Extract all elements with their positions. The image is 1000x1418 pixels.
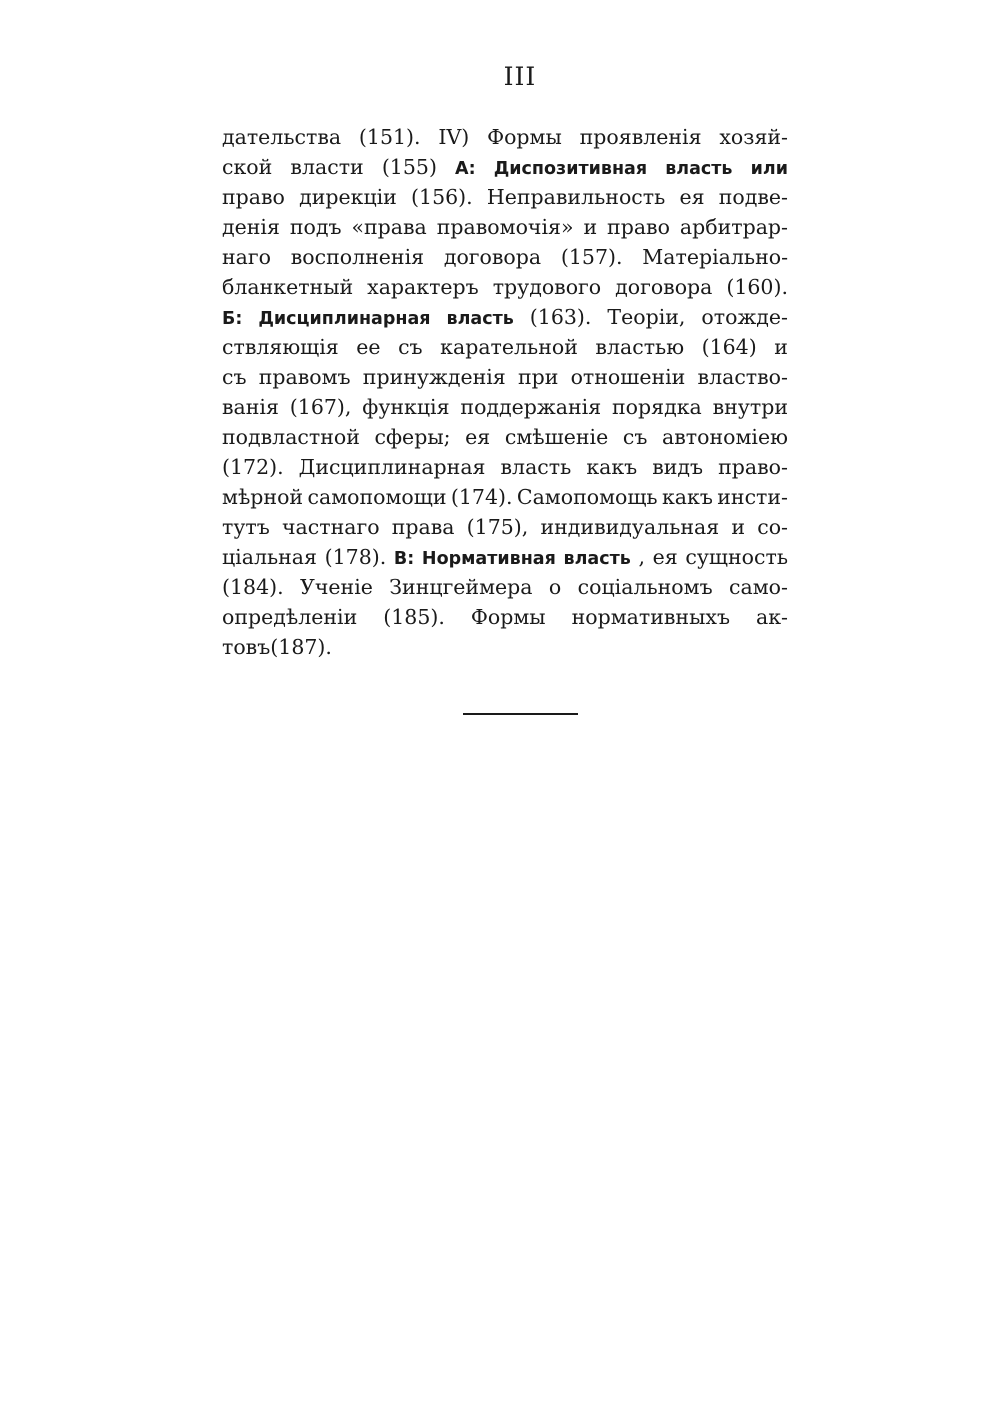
text-word: Зинцгеймера	[389, 575, 533, 599]
text-word: подве-	[718, 185, 788, 209]
text-word: характеръ	[367, 275, 479, 299]
text-word: ея	[652, 545, 678, 569]
text-word: какъ	[661, 485, 713, 509]
text-word: Ученіе	[300, 575, 373, 599]
text-line	[222, 452, 788, 482]
text-word: (184).	[222, 575, 284, 599]
text-word: ціальная	[222, 545, 317, 569]
table-of-contents-text	[222, 122, 788, 662]
section-heading-word: В:	[393, 549, 415, 569]
text-word: Формы	[487, 125, 562, 149]
section-heading-word: Дисциплинарная	[258, 309, 431, 329]
text-word: наго	[222, 245, 271, 269]
text-line	[222, 242, 788, 272]
text-word: договора	[615, 275, 713, 299]
section-heading-word: или	[750, 159, 788, 179]
text-word: соціальномъ	[577, 575, 713, 599]
text-word: и	[731, 515, 746, 539]
text-word: индивидуальная	[540, 515, 720, 539]
text-word: принужденія	[362, 365, 506, 389]
text-word: карательной	[440, 335, 578, 359]
text-word: (151).	[358, 125, 421, 149]
text-word: Теоріи,	[607, 305, 686, 329]
text-word: (167),	[289, 395, 352, 419]
text-word: мѣрной	[222, 485, 304, 509]
text-line	[222, 602, 788, 632]
text-line	[222, 302, 788, 332]
text-word: восполненія	[290, 245, 425, 269]
text-word: (175),	[466, 515, 529, 539]
text-word: правомъ	[258, 365, 351, 389]
text-word: хозяй-	[719, 125, 788, 149]
text-word: и	[774, 335, 788, 359]
text-word: видъ	[652, 455, 704, 479]
text-line	[222, 362, 788, 392]
text-word: власти	[290, 155, 364, 179]
text-word: порядка	[612, 395, 702, 419]
text-word: инсти-	[717, 485, 788, 509]
text-word: ея	[465, 425, 491, 449]
section-heading-word: Нормативная	[421, 549, 556, 569]
text-line	[222, 572, 788, 602]
text-word: отношеніи	[570, 365, 686, 389]
text-word: ской	[222, 155, 273, 179]
page-number: III	[503, 62, 537, 91]
text-word: сферы;	[374, 425, 451, 449]
text-word: (178).	[324, 545, 387, 569]
text-word: право	[222, 185, 285, 209]
text-word: Матеріально-	[642, 245, 788, 269]
text-word: дательства	[222, 125, 342, 149]
text-word: функція	[362, 395, 450, 419]
text-word: и	[583, 215, 598, 239]
text-word: съ	[622, 425, 648, 449]
text-word: какъ	[586, 455, 638, 479]
text-word: дирекціи	[299, 185, 397, 209]
text-word: бланкетный	[222, 275, 354, 299]
text-line	[222, 182, 788, 212]
text-word: денія	[222, 215, 280, 239]
section-heading-word: Б:	[222, 309, 243, 329]
text-line	[222, 632, 788, 662]
text-word: Неправильность	[486, 185, 666, 209]
text-word: само-	[729, 575, 788, 599]
text-word: IV)	[438, 125, 470, 149]
text-line	[222, 272, 788, 302]
text-line	[222, 212, 788, 242]
text-word: (163).	[529, 305, 592, 329]
text-word: (155)	[381, 155, 437, 179]
section-heading-word: А:	[455, 159, 476, 179]
text-word: право	[607, 215, 670, 239]
text-word: (172).	[222, 455, 284, 479]
text-word: ея	[679, 185, 705, 209]
text-word: ванія	[222, 395, 279, 419]
text-word: внутри	[712, 395, 788, 419]
text-word: ак-	[756, 605, 788, 629]
text-word: ,	[638, 545, 645, 569]
text-word: Дисциплинарная	[298, 455, 486, 479]
section-heading-word: Диспозитивная	[493, 159, 648, 179]
text-word: проявленія	[579, 125, 702, 149]
text-word: поддержанія	[460, 395, 602, 419]
text-word: (160).	[726, 275, 788, 299]
text-word: Самопомощь	[516, 485, 658, 509]
text-word: о	[548, 575, 562, 599]
text-line	[222, 422, 788, 452]
section-heading-word: власть	[563, 549, 631, 569]
text-word: отожде-	[701, 305, 788, 329]
text-word: частнаго	[281, 515, 380, 539]
text-word: власть	[500, 455, 572, 479]
text-line	[222, 482, 788, 512]
text-line	[222, 512, 788, 542]
text-word: товъ	[222, 635, 271, 659]
text-word: подвластной	[222, 425, 360, 449]
text-line	[222, 392, 788, 422]
section-heading-word: власть	[665, 159, 733, 179]
text-word: (187).	[270, 635, 332, 659]
text-line	[222, 332, 788, 362]
text-word: (157).	[560, 245, 623, 269]
text-word: подъ	[289, 215, 342, 239]
text-word: арбитрар-	[679, 215, 788, 239]
text-word: опредѣленіи	[222, 605, 358, 629]
text-line	[222, 542, 788, 572]
text-word: Формы	[470, 605, 546, 629]
text-word: ствляющія	[222, 335, 339, 359]
text-word: право-	[718, 455, 788, 479]
text-word: при	[517, 365, 559, 389]
text-word: съ	[222, 365, 247, 389]
text-word: съ	[398, 335, 423, 359]
text-line	[222, 122, 788, 152]
text-word: сущность	[685, 545, 788, 569]
text-word: властво-	[697, 365, 788, 389]
section-divider-rule	[463, 713, 578, 715]
section-heading-word: власть	[446, 309, 514, 329]
text-word: тутъ	[222, 515, 270, 539]
text-word: ее	[356, 335, 381, 359]
text-word: властью	[595, 335, 685, 359]
text-word: (164)	[701, 335, 757, 359]
text-word: самопомощи	[307, 485, 447, 509]
text-word: смѣшеніе	[504, 425, 609, 449]
text-word: (185).	[383, 605, 445, 629]
text-word: договора	[443, 245, 542, 269]
text-word: (174).	[450, 485, 513, 509]
text-word: трудового	[492, 275, 602, 299]
text-word: (156).	[411, 185, 473, 209]
text-line	[222, 152, 788, 182]
text-word: правомочія»	[436, 215, 574, 239]
text-word: нормативныхъ	[571, 605, 731, 629]
text-word: «права	[351, 215, 427, 239]
text-word: автономіею	[662, 425, 788, 449]
text-word: со-	[757, 515, 788, 539]
text-word: права	[391, 515, 455, 539]
